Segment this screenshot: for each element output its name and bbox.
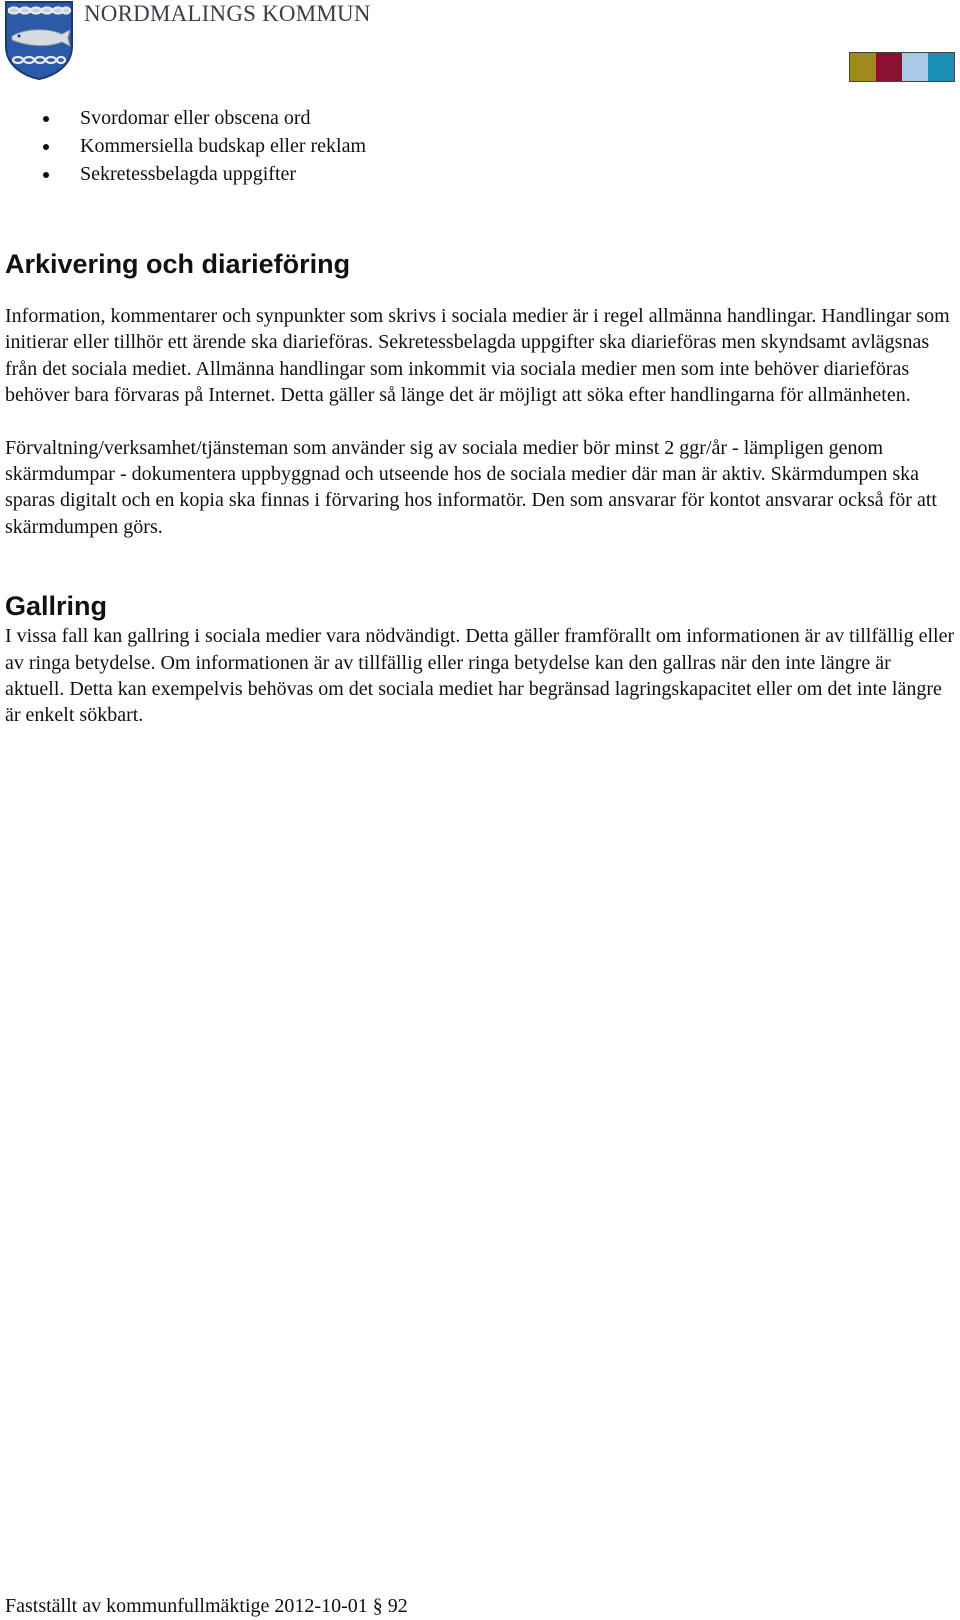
list-item-text: Sekretessbelagda uppgifter bbox=[80, 163, 297, 185]
prohibited-content-list bbox=[5, 104, 955, 188]
bullet-icon bbox=[43, 116, 49, 122]
bullet-icon bbox=[43, 144, 49, 150]
adoption-footer: Fastställt av kommunfullmäktige 2012-10-01 § 92 bbox=[5, 1595, 408, 1617]
brand-color-swatches bbox=[849, 52, 955, 82]
archive-paragraph-2: Förvaltning/verksamhet/tjänsteman som använder sig av sociala medier bör minst 2 ggr/år - lämpligen genom skärmdumpar - dokumentera uppbyggnad och utseende hos de sociala medier där man är aktiv. Skärmdumpen ska sparas digitalt och en kopia ska finnas i förvaring hos informatör. Den som ansvarar för kontot ansvarar också för att skärmdumpen görs. bbox=[5, 436, 937, 538]
coat-of-arms-icon bbox=[4, 0, 74, 80]
list-item-text: Svordomar eller obscena ord bbox=[80, 107, 311, 129]
list-item bbox=[5, 160, 955, 188]
archive-paragraph-1: Information, kommentarer och synpunkter som skrivs i sociala medier är i regel allmänna handlingar. Handlingar som initierar eller tillhör ett ärende ska diarieföras. Sekretessbelagda uppgifter ska diarieföras men skyndsamt avlägsnas från det sociala mediet. Allmänna handlingar som inkommit via sociala medier men som inte behöver diarieföras behöver bara förvaras på Internet. Detta gäller så länge det är möjligt att söka efter handlingarna för allmänheten. bbox=[5, 305, 950, 407]
list-item-text: Kommersiella budskap eller reklam bbox=[80, 135, 367, 157]
list-item bbox=[5, 104, 955, 132]
gallring-paragraph: I vissa fall kan gallring i sociala medier vara nödvändigt. Detta gäller framförallt om informationen är av tillfällig eller av ringa betydelse. Om informationen är av tillfällig eller ringa betydelse kan den gallras när den inte längre är aktuell. Detta kan exempelvis behövas om det sociala mediet har begränsad lagringskapacitet eller om det inte längre är enkelt sökbart. bbox=[5, 625, 955, 727]
page-header bbox=[0, 0, 960, 90]
organization-name: NORDMALINGS KOMMUN bbox=[84, 1, 371, 26]
section-heading-archive: Arkivering och diarieföring bbox=[5, 249, 351, 279]
color-swatch bbox=[850, 53, 876, 81]
list-item bbox=[5, 132, 955, 160]
color-swatch bbox=[876, 53, 902, 81]
color-swatch bbox=[928, 53, 954, 81]
color-swatch bbox=[902, 53, 928, 81]
document-body bbox=[5, 104, 955, 729]
section-heading-gallring: Gallring bbox=[5, 591, 108, 622]
bullet-icon bbox=[43, 172, 49, 178]
